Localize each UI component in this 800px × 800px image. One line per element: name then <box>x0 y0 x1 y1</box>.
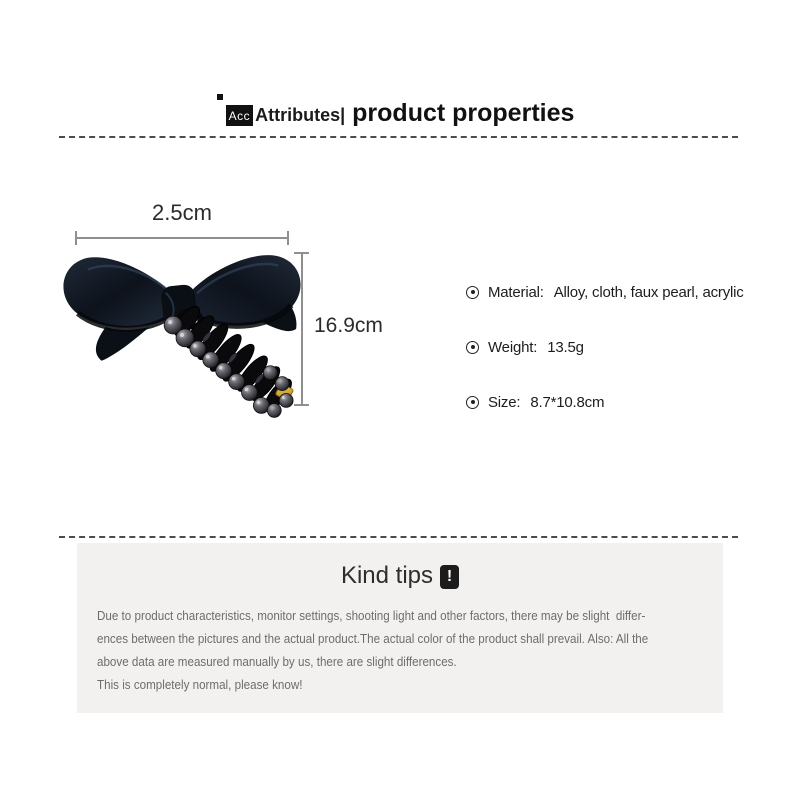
material-value: Alloy, cloth, faux pearl, acrylic <box>553 283 744 301</box>
badge-wrap <box>226 105 254 126</box>
kind-tips-box <box>77 543 723 713</box>
circled-dot-icon <box>466 286 479 299</box>
tip-line: ences between the pictures and the actual product.The actual color of the product shall prevail. Also: All the <box>97 632 649 646</box>
tip-line: Due to product characteristics, monitor settings, shooting light and other factors, there may be slight differ- <box>97 609 646 623</box>
bow-hairclip-illustration <box>58 243 306 425</box>
page-title: product properties <box>352 99 575 127</box>
weight-value: 13.5g <box>547 338 584 356</box>
top-dashed-divider <box>59 136 738 138</box>
acc-badge: Acc <box>226 105 254 126</box>
properties-list <box>466 281 744 446</box>
size-label: Size: <box>488 393 521 411</box>
circled-dot-icon <box>466 396 479 409</box>
size-value: 8.7*10.8cm <box>530 393 605 411</box>
measure-line <box>75 237 289 239</box>
weight-label: Weight: <box>488 338 538 356</box>
kind-tips-title-row <box>77 561 723 591</box>
header <box>0 88 800 126</box>
tip-line: above data are measured manually by us, there are slight differences. <box>97 655 457 669</box>
attributes-label: Attributes| <box>255 105 346 126</box>
property-row-weight <box>466 336 744 358</box>
corner-dot-decoration <box>217 94 223 100</box>
material-label: Material: <box>488 283 544 301</box>
height-dimension-label: 16.9cm <box>314 314 383 337</box>
kind-tips-body <box>97 605 679 697</box>
product-image-bow-hairclip <box>58 243 306 425</box>
exclamation-icon: ! <box>440 565 459 589</box>
width-dimension-label: 2.5cm <box>152 200 212 225</box>
tip-line: This is completely normal, please know! <box>97 678 303 692</box>
property-row-material <box>466 281 744 303</box>
bottom-dashed-divider <box>59 536 738 538</box>
property-row-size <box>466 391 744 413</box>
kind-tips-title: Kind tips <box>340 562 434 589</box>
circled-dot-icon <box>466 341 479 354</box>
